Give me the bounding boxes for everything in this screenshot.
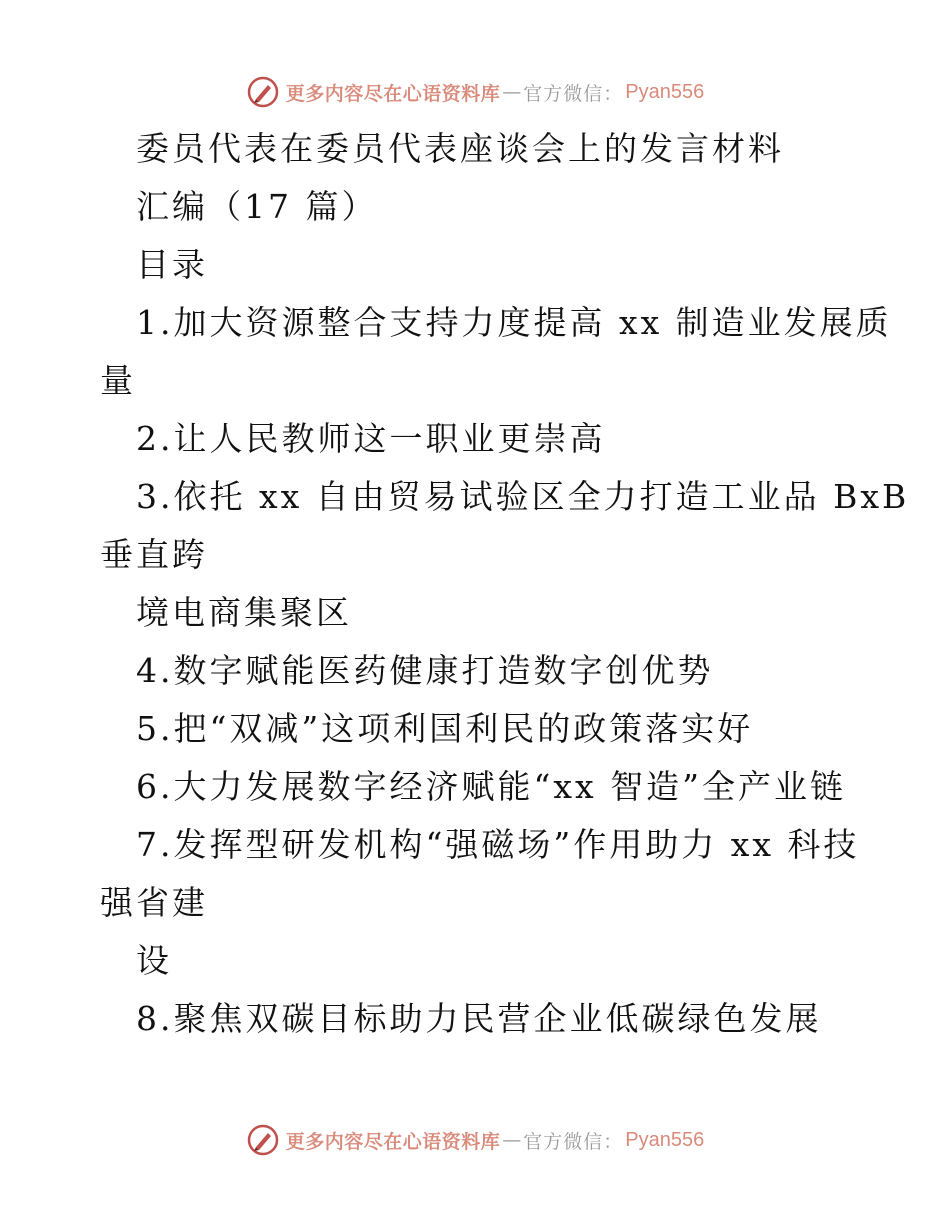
toc-item-1-line2: 量 [100, 361, 136, 400]
toc-item-3-line1: 3.依托 xx 自由贸易试验区全力打造工业品 BxB [136, 477, 910, 516]
toc-item-7-line3: 设 [136, 941, 172, 980]
watermark-main-text: 更多内容尽在心语资料库 [285, 82, 501, 105]
footer-watermark [0, 1120, 950, 1160]
document-title-line1: 委员代表在委员代表座谈会上的发言材料 [136, 129, 784, 168]
toc-item-8: 8.聚焦双碳目标助力民营企业低碳绿色发展 [136, 999, 822, 1038]
toc-item-6: 6.大力发展数字经济赋能“xx 智造”全产业链 [136, 767, 846, 806]
toc-item-2: 2.让人民教师这一职业更崇高 [136, 419, 606, 458]
toc-item-7-line1: 7.发挥型研发机构“强磁场”作用助力 xx 科技 [136, 825, 860, 864]
toc-item-3-line2: 垂直跨 [100, 535, 208, 574]
toc-heading: 目录 [136, 245, 208, 284]
pen-nib-logo-icon [246, 1123, 280, 1157]
header-watermark [0, 72, 950, 112]
toc-item-3-line3: 境电商集聚区 [136, 593, 352, 632]
watermark-separator: — [502, 81, 522, 103]
toc-item-7-line2: 强省建 [100, 883, 208, 922]
document-body [100, 120, 910, 1048]
pen-nib-logo-icon [246, 75, 280, 109]
watermark-wechat-label: 官方微信： [523, 82, 624, 105]
toc-item-5: 5.把“双减”这项利国利民的政策落实好 [136, 709, 754, 748]
watermark-separator: — [502, 1129, 522, 1151]
watermark-wechat-label: 官方微信： [523, 1130, 624, 1153]
document-title-line2: 汇编（17 篇） [136, 187, 378, 226]
watermark-wechat-id: Pyan556 [625, 1128, 705, 1151]
watermark-main-text: 更多内容尽在心语资料库 [285, 1130, 501, 1153]
toc-item-1-line1: 1.加大资源整合支持力度提高 xx 制造业发展质 [136, 303, 892, 342]
watermark-wechat-id: Pyan556 [625, 80, 705, 103]
toc-item-4: 4.数字赋能医药健康打造数字创优势 [136, 651, 714, 690]
